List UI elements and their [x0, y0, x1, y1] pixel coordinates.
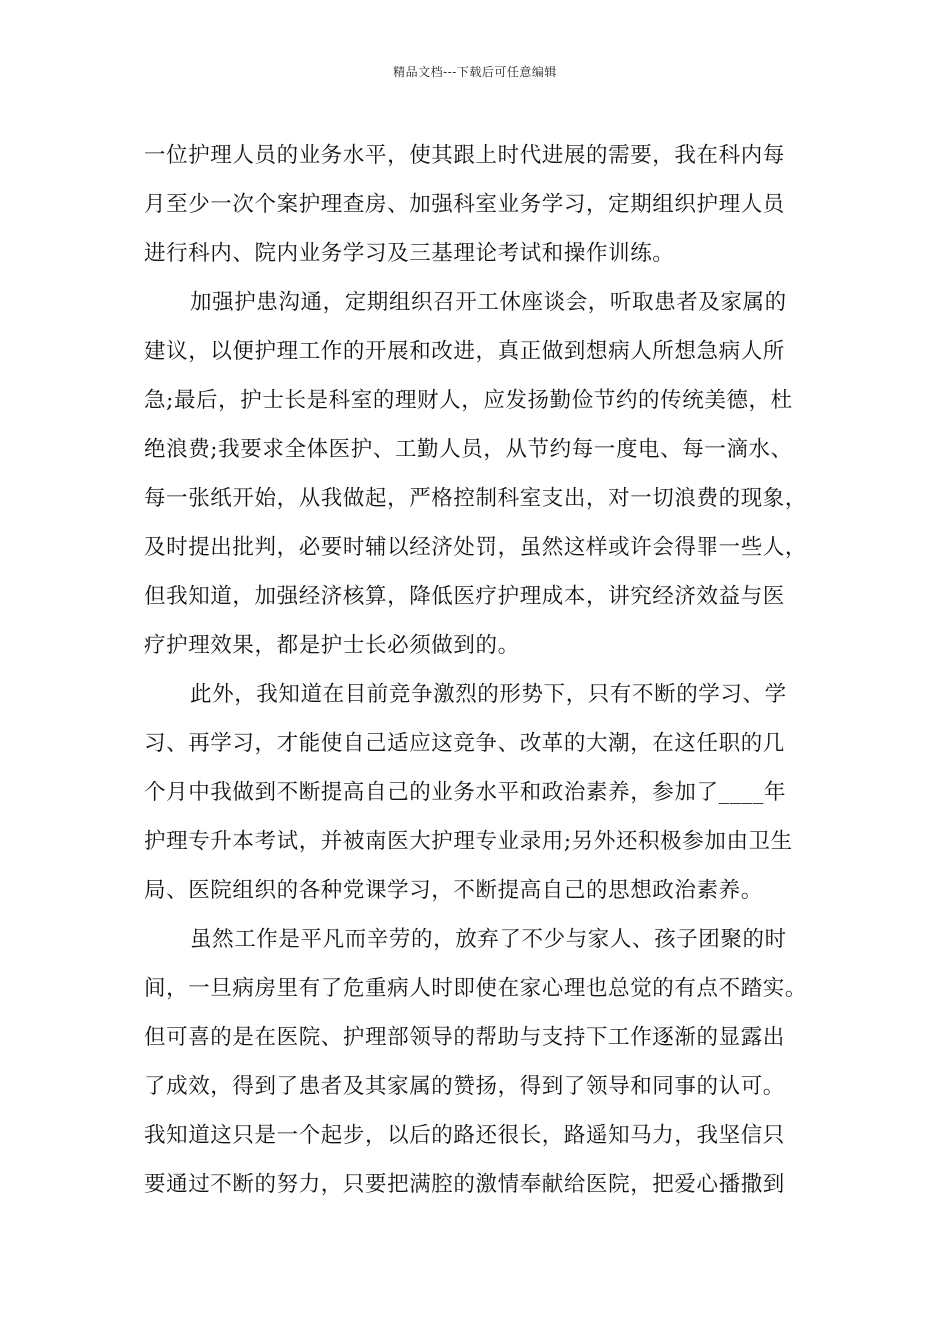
text-line: 建议，以便护理工作的开展和改进，真正做到想病人所想急病人所	[144, 339, 785, 364]
text-line: 绝浪费;我要求全体医护、工勤人员，从节约每一度电、每一滴水、	[144, 437, 793, 462]
text-line: 每一张纸开始，从我做起，严格控制科室支出，对一切浪费的现象，	[144, 486, 808, 511]
text-line: 及时提出批判，必要时辅以经济处罚，虽然这样或许会得罪一些人，	[144, 535, 808, 560]
text-line: 了成效，得到了患者及其家属的赞扬，得到了领导和同事的认可。	[144, 1074, 785, 1099]
text-line: 加强护患沟通，定期组织召开工休座谈会，听取患者及家属的	[190, 290, 787, 315]
body-text	[144, 131, 809, 1209]
text-line: 一位护理人员的业务水平，使其跟上时代进展的需要，我在科内每	[144, 143, 785, 168]
text-line: 但可喜的是在医院、护理部领导的帮助与支持下工作逐渐的显露出	[144, 1025, 785, 1050]
text-line: 疗护理效果，都是护士长必须做到的。	[144, 633, 520, 658]
text-line: 但我知道，加强经济核算，降低医疗护理成本，讲究经济效益与医	[144, 584, 785, 609]
text-line: 急;最后，护士长是科室的理财人，应发扬勤俭节约的传统美德，杜	[144, 388, 793, 413]
text-line: 个月中我做到不断提高自己的业务水平和政治素养，参加了____年	[144, 780, 787, 805]
text-line: 间，一旦病房里有了危重病人时即使在家心理也总觉的有点不踏实。	[144, 976, 808, 1001]
text-line: 月至少一次个案护理查房、加强科室业务学习，定期组织护理人员	[144, 192, 785, 217]
text-line: 我知道这只是一个起步，以后的路还很长，路遥知马力，我坚信只	[144, 1123, 785, 1148]
text-line: 要通过不断的努力，只要把满腔的激情奉献给医院，把爱心播撒到	[144, 1172, 785, 1197]
text-line: 此外，我知道在目前竞争激烈的形势下，只有不断的学习、学	[190, 682, 787, 707]
text-line: 虽然工作是平凡而辛劳的，放弃了不少与家人、孩子团聚的时	[190, 927, 787, 952]
text-line: 习、再学习，才能使自己适应这竞争、改革的大潮，在这任职的几	[144, 731, 785, 756]
text-line: 进行科内、院内业务学习及三基理论考试和操作训练。	[144, 241, 675, 266]
text-line: 局、医院组织的各种党课学习，不断提高自己的思想政治素养。	[144, 878, 763, 903]
page-header: 精品文档---下载后可任意编辑	[393, 65, 557, 79]
text-line: 护理专升本考试，并被南医大护理专业录用;另外还积极参加由卫生	[144, 829, 793, 854]
